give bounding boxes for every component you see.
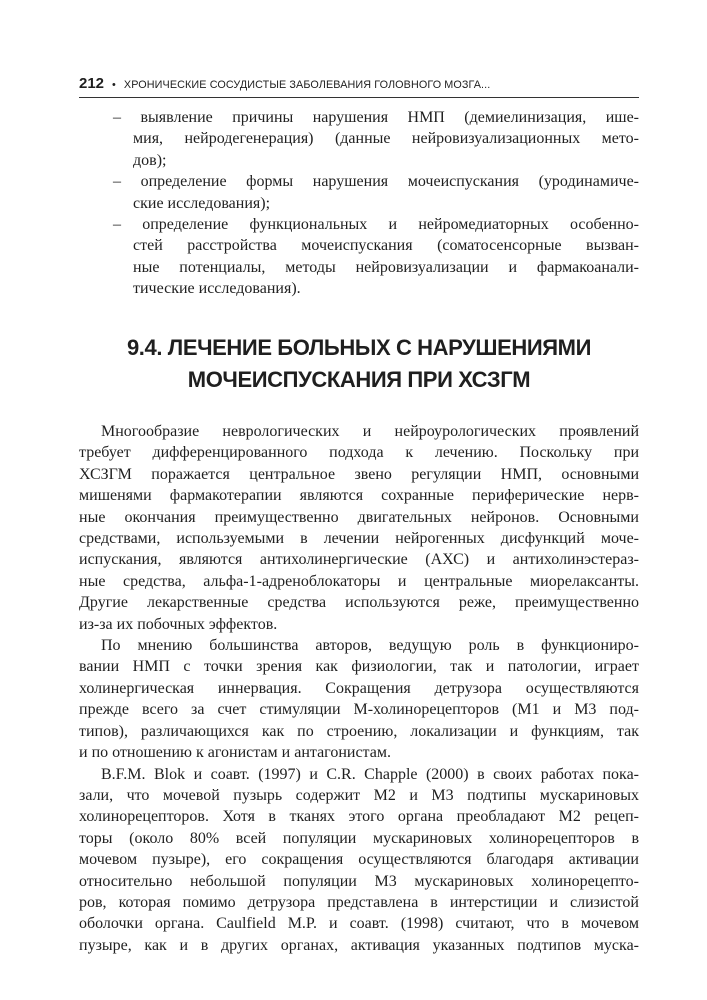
bullet-list: [79, 107, 639, 300]
text-line: По мнению большинства авторов, ведущую роль в функциониро-: [101, 637, 639, 655]
text-line: B.F.M. Blok и соавт. (1997) и C.R. Chapple (2000) в своих работах пока-: [101, 765, 639, 783]
text-line: требует дифференцированного подхода к лечению. Поскольку при: [79, 444, 639, 462]
text-line: мия, нейродегенерация) (данные нейровизуализационных мето-: [133, 130, 639, 148]
text-line: типов), различающихся как по строению, локализации и функциям, так: [79, 722, 639, 740]
text-line: мишенями фармакотерапии являются сохранные периферические нерв-: [79, 487, 639, 505]
section-heading: [79, 332, 639, 396]
text-line: ские исследования);: [133, 194, 271, 212]
running-head-separator: •: [112, 79, 116, 91]
text-line: – выявление причины нарушения НМП (демиелинизация, ише-: [113, 109, 639, 126]
text-line: торы (около 80% всей популяции мускариновых холинорецепторов в: [79, 829, 639, 847]
text-line: ные потенциалы, методы нейровизуализации и фармакоанали-: [133, 258, 639, 276]
text-line: испускания, являются антихолинергические (АХС) и антихолинэстераз-: [79, 551, 639, 569]
text-line: вании НМП с точки зрения как физиологии, так и патологии, играет: [79, 658, 639, 676]
list-item: [79, 107, 639, 171]
text-line: ХСЗГМ поражается центральное звено регуляции НМП, основными: [79, 465, 639, 483]
section-heading-line-2: МОЧЕИСПУСКАНИЯ ПРИ ХСЗГМ: [187, 367, 531, 392]
running-title: ХРОНИЧЕСКИЕ СОСУДИСТЫЕ ЗАБОЛЕВАНИЯ ГОЛОВНОГО МОЗГА...: [123, 79, 491, 91]
text-line: оболочки органа. Caulfield M.P. и соавт. (1998) считают, что в мочевом: [79, 915, 639, 933]
text-line: – определение функциональных и нейромедиаторных особенно-: [113, 216, 639, 234]
text-line: ров, которая помимо детрузора представлена в интерстиции и слизистой: [79, 893, 639, 911]
text-line: из-за их побочных эффектов.: [79, 615, 278, 633]
text-line: холинергическая иннервация. Сокращения детрузора осуществляются: [79, 679, 639, 697]
text-line: Другие лекарственные средства используются реже, преимущественно: [79, 594, 639, 612]
text-line: ные средства, альфа-1-адреноблокаторы и центральные миорелаксанты.: [79, 572, 639, 590]
text-line: средствами, используемыми в лечении нейрогенных дисфункций моче-: [79, 530, 639, 548]
text-line: стей расстройства мочеиспускания (соматосенсорные вызван-: [133, 237, 639, 255]
text-line: и по отношению к агонистам и антагонистам.: [79, 744, 391, 762]
paragraph: [79, 421, 639, 635]
running-head: [79, 75, 639, 95]
header-rule: [79, 97, 639, 98]
text-line: зали, что мочевой пузырь содержит М2 и М3 подтипы мускариновых: [79, 786, 639, 804]
text-line: прежде всего за счет стимуляции М-холинорецепторов (М1 и М3 под-: [79, 701, 639, 719]
text-line: дов);: [133, 151, 167, 169]
list-item: [79, 171, 639, 214]
body-text: [79, 421, 639, 956]
page-number: 212: [79, 75, 105, 92]
section-heading-line-1: 9.4. ЛЕЧЕНИЕ БОЛЬНЫХ С НАРУШЕНИЯМИ: [126, 335, 592, 360]
paragraph: [79, 764, 639, 957]
text-line: холинорецепторов. Хотя в тканях этого органа преобладают М2 рецеп-: [79, 808, 639, 826]
text-line: тические исследования).: [133, 280, 301, 298]
paragraph: [79, 635, 639, 763]
text-line: – определение формы нарушения мочеиспускания (уродинамиче-: [113, 173, 639, 191]
list-item: [79, 214, 639, 300]
text-line: ные окончания преимущественно двигательных нейронов. Основными: [79, 508, 639, 526]
text-line: Многообразие неврологических и нейроурологических проявлений: [101, 423, 639, 440]
text-line: пузыре, как и в других органах, активация указанных подтипов муска-: [79, 936, 639, 954]
text-line: относительно небольшой популяции М3 мускариновых холинорецепто-: [79, 872, 639, 890]
text-line: мочевом пузыре), его сокращения осуществляются благодаря активации: [79, 851, 639, 869]
